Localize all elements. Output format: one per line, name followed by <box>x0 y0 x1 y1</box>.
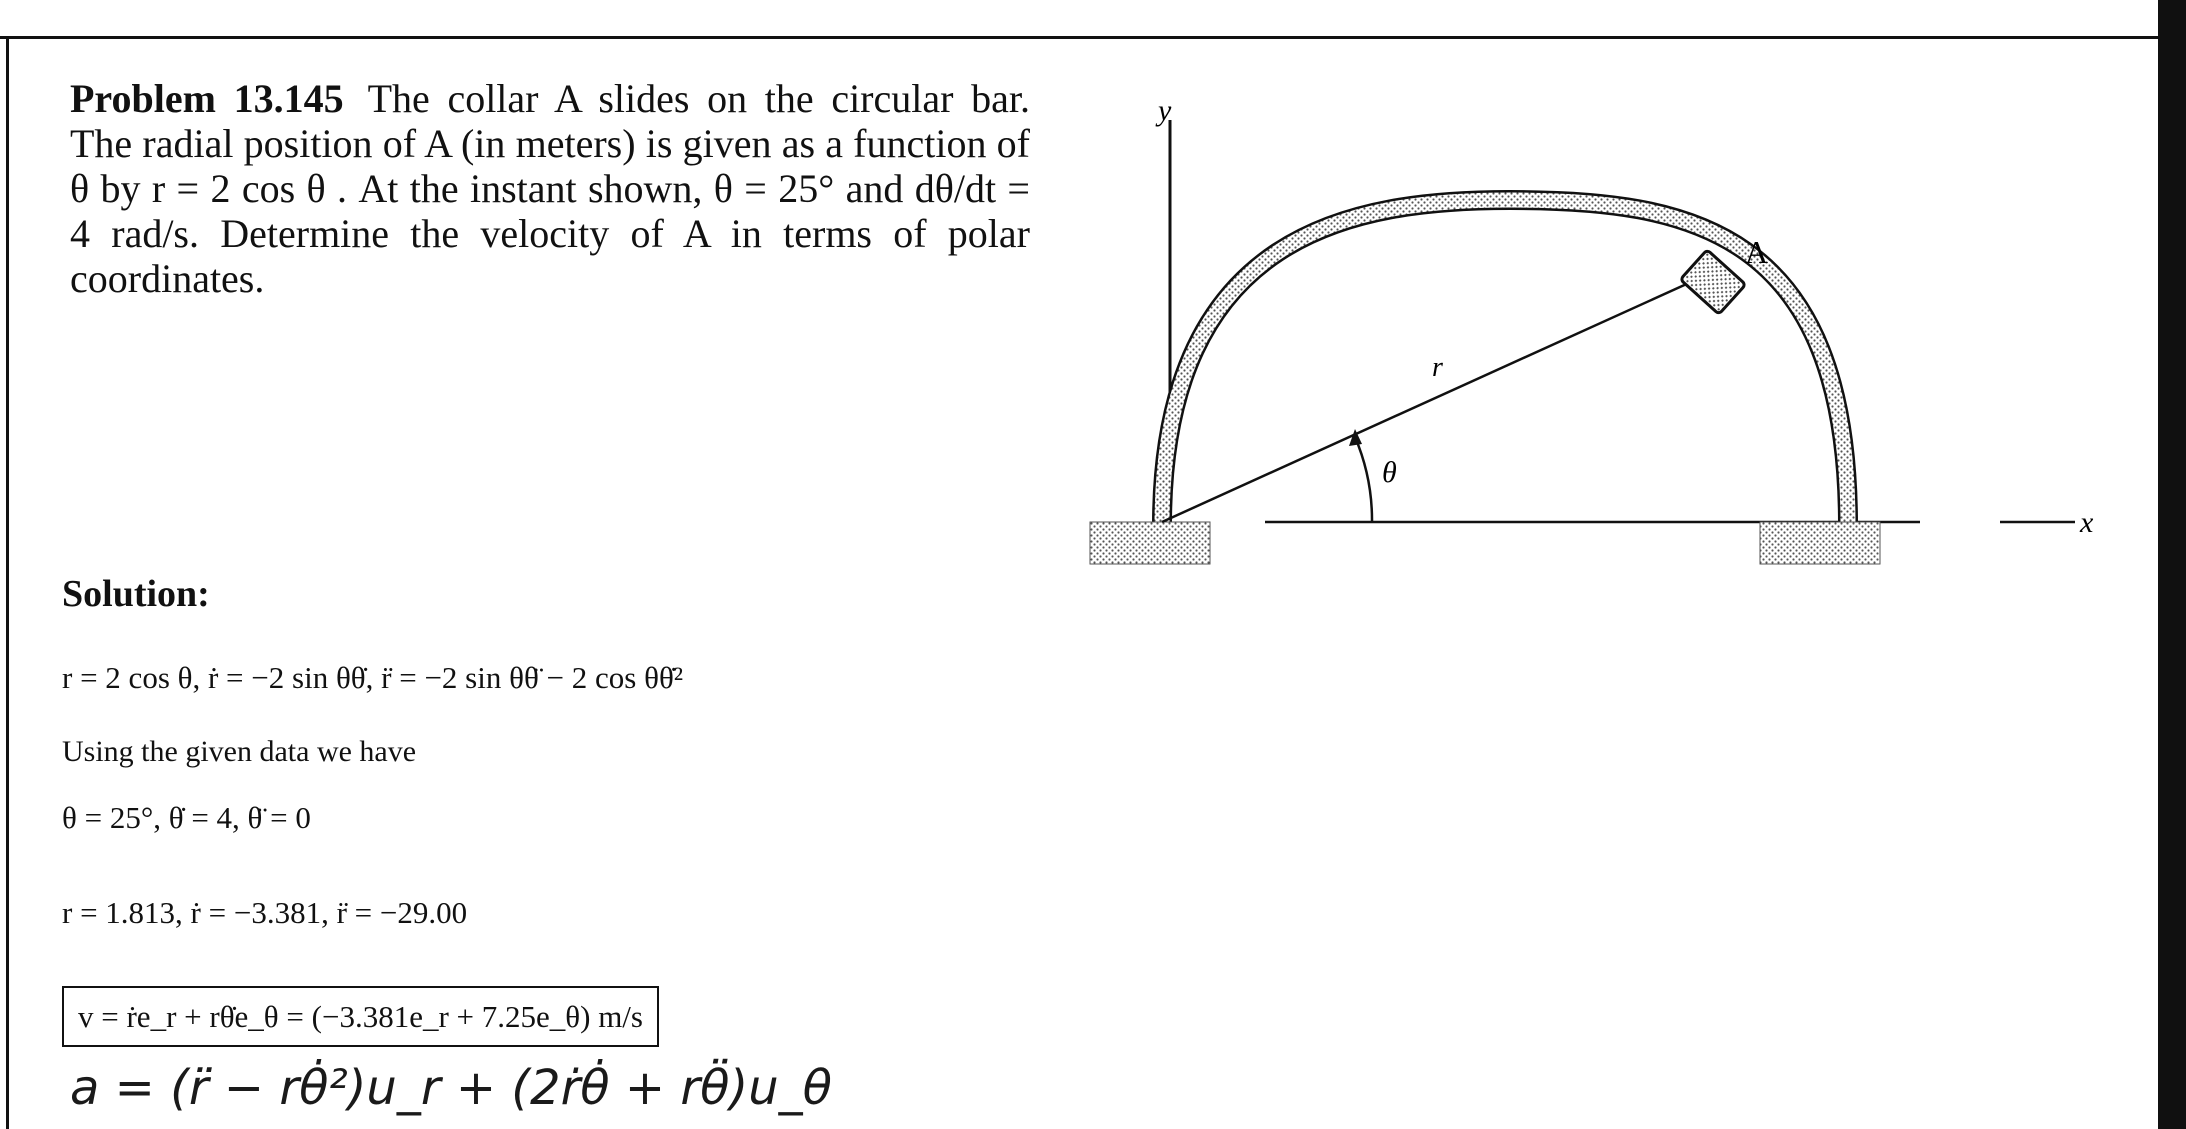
collar-a <box>1680 250 1745 315</box>
handwritten-note <box>66 1050 833 1129</box>
problem-statement <box>70 76 1030 301</box>
left-support <box>1090 522 1210 564</box>
top-rule <box>0 36 2186 39</box>
radius-line <box>1162 277 1702 522</box>
equation-given: θ = 25°, θ̇ = 4, θ̈ = 0 <box>62 800 311 835</box>
problem-label: Problem 13.145 <box>70 76 344 121</box>
collar-figure <box>1090 90 2094 610</box>
handwritten-acceleration: a = (r̈ − rθ̇²)u_r + (2ṙθ̇ + rθ̈)u_θ <box>70 1060 833 1116</box>
equation-values: r = 1.813, ṙ = −3.381, r̈ = −29.00 <box>62 895 468 930</box>
x-axis-label: x <box>2080 506 2094 539</box>
angle-label: θ <box>1382 456 1397 489</box>
scan-edge <box>2158 0 2186 1129</box>
left-rule <box>6 36 9 1129</box>
velocity-answer: v = ṙe_r + rθ̇e_θ = (−3.381e_r + 7.25e_θ) m/s <box>78 998 643 1034</box>
y-axis-label: y <box>1158 94 1172 127</box>
equation-derivatives: r = 2 cos θ, ṙ = −2 sin θθ̇, r̈ = −2 sin θθ̈ − 2 cos θθ̇² <box>62 660 684 695</box>
answer-box <box>62 986 659 1047</box>
problem-text: The collar A slides on the circular bar. The radial position of A (in meters) is given as a function of θ by r = 2 cos θ . At the instant shown, θ = 25° and dθ/dt = 4 rad/s. Determine the velocity of A in terms of polar coordinates. <box>70 76 1030 301</box>
solution-heading: Solution: <box>62 573 210 615</box>
given-data-note: Using the given data we have <box>62 735 417 768</box>
angle-arc <box>1355 437 1372 522</box>
collar-label: A <box>1745 234 1769 270</box>
radius-label: r <box>1432 352 1443 383</box>
right-support <box>1760 522 1880 564</box>
